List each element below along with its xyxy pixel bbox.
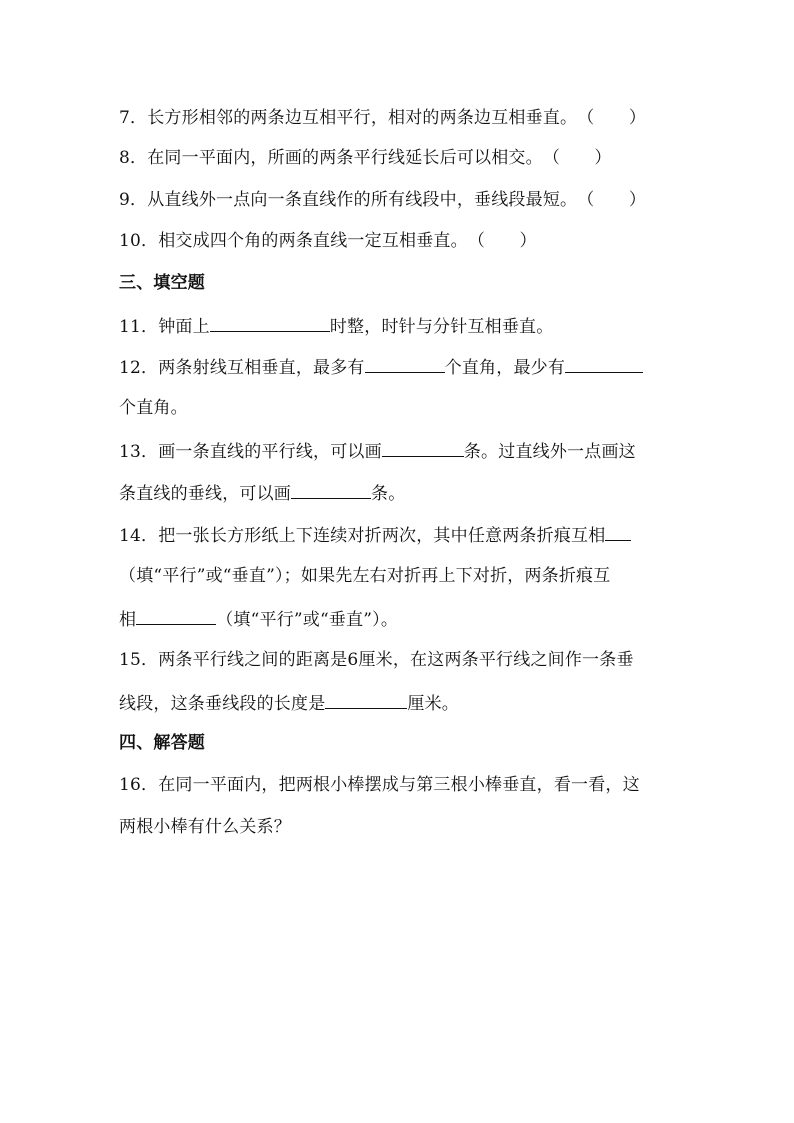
question-13-continued xyxy=(119,480,405,506)
question-text: 线段，这条垂线段的长度是 xyxy=(119,694,326,714)
question-10 xyxy=(119,229,537,253)
question-text: 时整，时针与分针互相垂直。 xyxy=(329,317,554,337)
question-9 xyxy=(119,188,646,212)
question-7 xyxy=(119,106,646,130)
question-number: 15． xyxy=(119,650,159,670)
answer-blank[interactable] xyxy=(210,313,330,332)
question-text: 在同一平面内，把两根小棒摆成与第三根小棒垂直，看一看，这 xyxy=(158,775,640,795)
question-number: 11． xyxy=(119,317,159,337)
question-number: 14． xyxy=(119,526,159,546)
question-text: 条。过直线外一点画这 xyxy=(463,442,636,462)
question-text: 两条射线互相垂直，最多有 xyxy=(158,358,365,378)
question-text: 两条平行线之间的距离是6厘米，在这两条平行线之间作一条垂 xyxy=(158,650,634,670)
answer-parentheses[interactable]: （ ） xyxy=(542,148,612,168)
answer-blank[interactable] xyxy=(325,690,407,709)
question-text: （填“平行”或“垂直”）。 xyxy=(216,610,399,630)
section-heading-fill-in: 三、填空题 xyxy=(119,273,205,293)
question-12-continued: 个直角。 xyxy=(119,398,188,418)
answer-blank[interactable] xyxy=(605,522,631,541)
section-heading-solve: 四、解答题 xyxy=(119,733,205,753)
question-text: 厘米。 xyxy=(407,694,460,714)
question-16 xyxy=(119,773,640,797)
answer-parentheses[interactable]: （ ） xyxy=(467,231,537,251)
answer-blank[interactable] xyxy=(136,606,216,625)
question-text: 条。 xyxy=(371,484,406,504)
question-14 xyxy=(119,522,631,548)
question-13 xyxy=(119,438,636,464)
answer-blank[interactable] xyxy=(382,438,464,457)
question-text: 从直线外一点向一条直线作的所有线段中，垂线段最短。 xyxy=(147,190,578,210)
answer-blank[interactable] xyxy=(565,354,643,373)
question-12 xyxy=(119,354,643,380)
question-number: 13． xyxy=(119,442,159,462)
question-text: 长方形相邻的两条边互相平行，相对的两条边互相垂直。 xyxy=(147,108,578,128)
question-text: 个直角，最少有 xyxy=(444,358,566,378)
question-text: 相 xyxy=(119,610,137,630)
answer-parentheses[interactable]: （ ） xyxy=(577,108,647,128)
question-text: 条直线的垂线，可以画 xyxy=(119,484,291,504)
question-text: 在同一平面内，所画的两条平行线延长后可以相交。 xyxy=(147,148,543,168)
question-number: 8． xyxy=(119,148,148,168)
question-8 xyxy=(119,146,612,170)
question-14-continued-2 xyxy=(119,606,398,632)
question-text: 相交成四个角的两条直线一定互相垂直。 xyxy=(158,231,468,251)
answer-blank[interactable] xyxy=(291,480,371,499)
answer-parentheses[interactable]: （ ） xyxy=(577,190,647,210)
question-number: 7． xyxy=(119,108,148,128)
question-15 xyxy=(119,648,634,672)
question-text: 把一张长方形纸上下连续对折两次，其中任意两条折痕互相 xyxy=(158,526,606,546)
question-number: 10． xyxy=(119,231,159,251)
answer-blank[interactable] xyxy=(365,354,445,373)
question-text: 画一条直线的平行线，可以画 xyxy=(158,442,382,462)
question-15-continued xyxy=(119,690,459,716)
question-11 xyxy=(119,313,553,339)
question-text: 钟面上 xyxy=(158,317,210,337)
question-number: 12． xyxy=(119,358,159,378)
question-number: 16． xyxy=(119,775,159,795)
question-14-continued: （填“平行”或“垂直”）；如果先左右对折再上下对折，两条折痕互 xyxy=(119,566,611,586)
question-16-continued: 两根小棒有什么关系？ xyxy=(119,817,291,837)
question-number: 9． xyxy=(119,190,148,210)
